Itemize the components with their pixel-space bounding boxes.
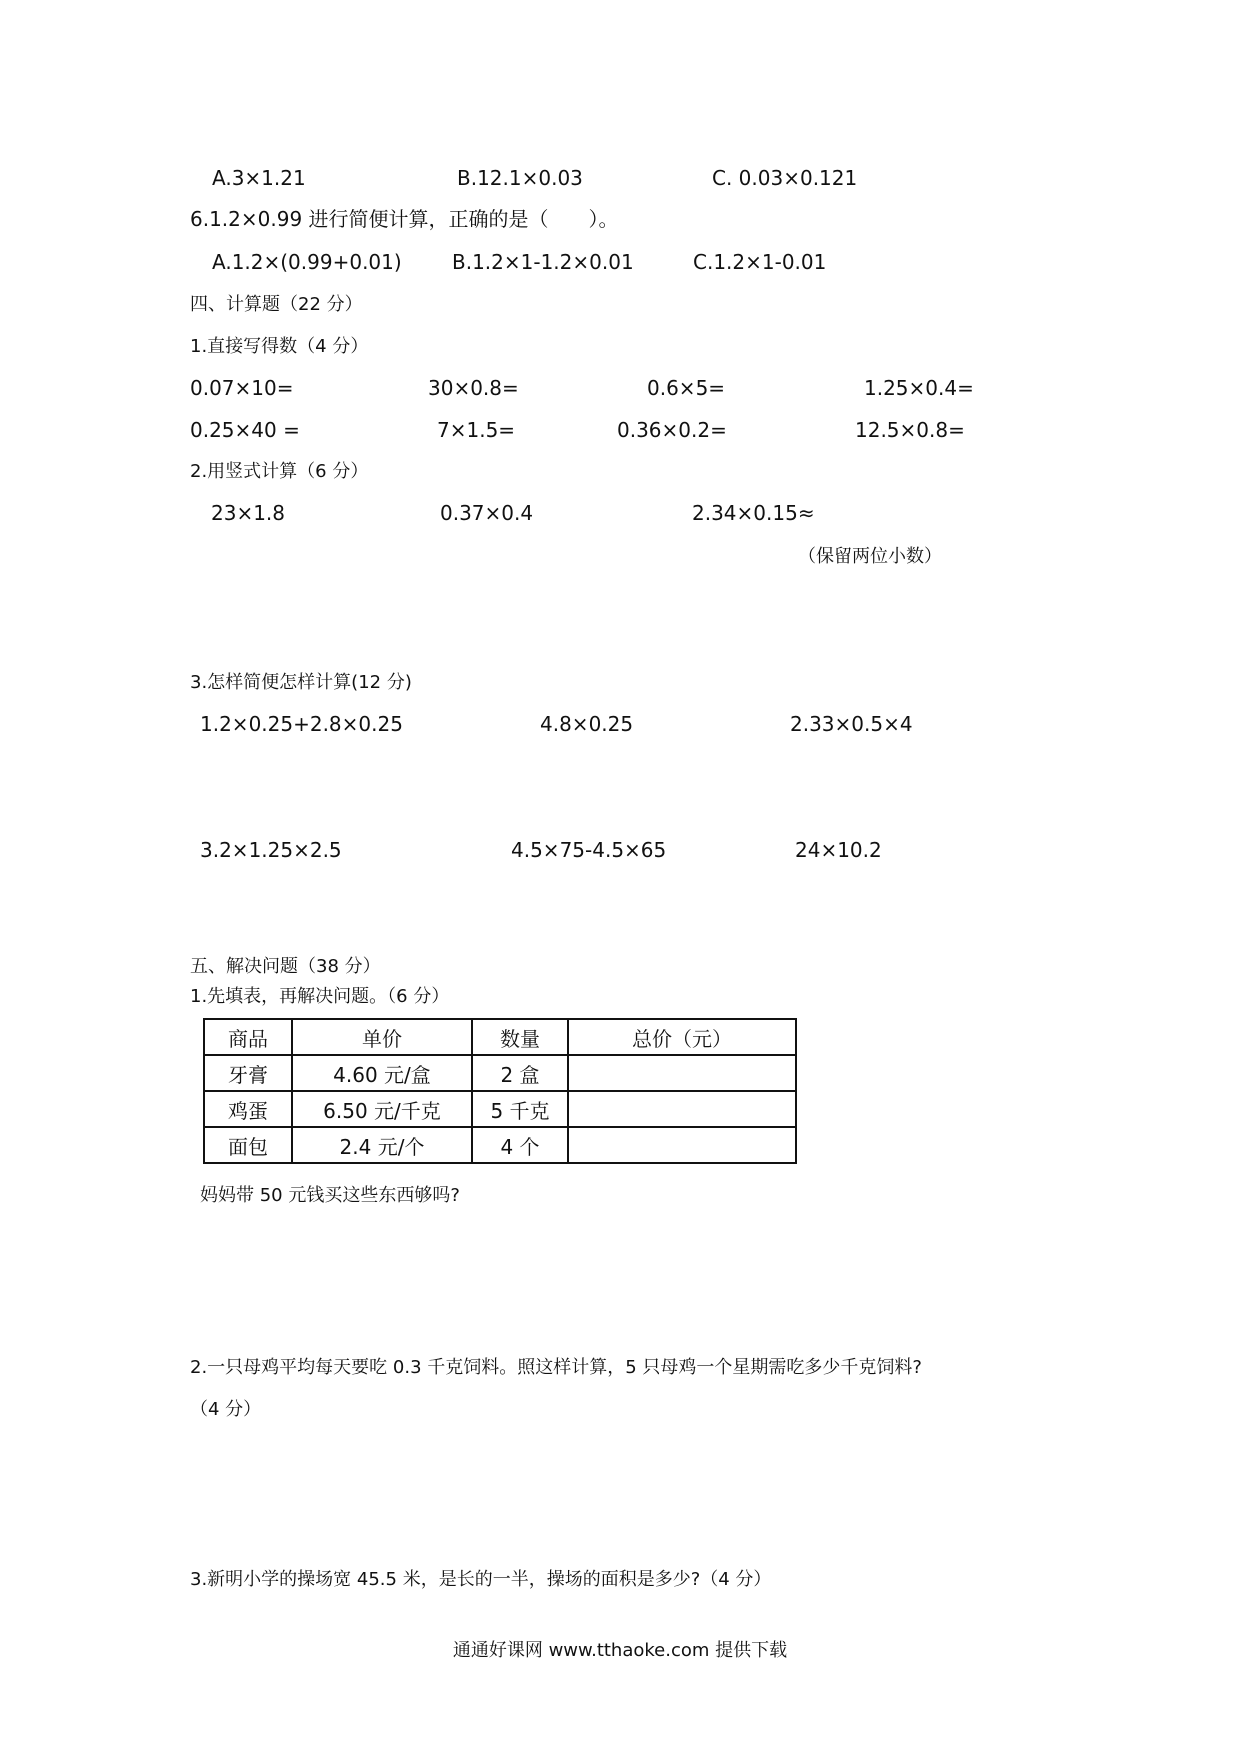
q6-question: 6.1.2×0.99 进行简便计算，正确的是（ ）。 — [190, 207, 619, 231]
table-cell: 鸡蛋 — [204, 1091, 292, 1127]
table-header-cell: 总价（元） — [568, 1019, 796, 1055]
s4-part2-title: 2.用竖式计算（6 分） — [190, 461, 369, 482]
table-cell: 2 盒 — [472, 1055, 568, 1091]
table-cell — [568, 1091, 796, 1127]
table-row — [204, 1091, 796, 1127]
s4-p2-item-1: 23×1.8 — [211, 501, 286, 525]
s4-p1-r2-c4: 12.5×0.8= — [855, 418, 965, 442]
s5-part3-question: 3.新明小学的操场宽 45.5 米，是长的一半，操场的面积是多少?（4 分） — [190, 1569, 772, 1590]
s4-p3-r1-c3: 2.33×0.5×4 — [790, 712, 913, 736]
section-4-title: 四、计算题（22 分） — [190, 294, 363, 315]
s4-p3-r1-c1: 1.2×0.25+2.8×0.25 — [200, 712, 403, 736]
table-cell: 4 个 — [472, 1127, 568, 1163]
s4-p3-r2-c2: 4.5×75-4.5×65 — [511, 838, 667, 862]
table-cell: 面包 — [204, 1127, 292, 1163]
s4-p2-item-2: 0.37×0.4 — [440, 501, 534, 525]
s4-p1-r2-c1: 0.25×40 = — [190, 418, 300, 442]
s4-p3-r2-c1: 3.2×1.25×2.5 — [200, 838, 342, 862]
s4-p1-r1-c2: 30×0.8= — [428, 376, 519, 400]
q6-option-b: B.1.2×1-1.2×0.01 — [452, 250, 634, 274]
q6-option-c: C.1.2×1-0.01 — [693, 250, 827, 274]
section-5-title: 五、解决问题（38 分） — [190, 956, 381, 977]
q5-option-c: C. 0.03×0.121 — [712, 166, 858, 190]
table-header-cell: 单价 — [292, 1019, 472, 1055]
s5-part1-title: 1.先填表，再解决问题。（6 分） — [190, 986, 450, 1007]
s4-p3-r1-c2: 4.8×0.25 — [540, 712, 634, 736]
table-cell — [568, 1055, 796, 1091]
table-cell — [568, 1127, 796, 1163]
table-row — [204, 1127, 796, 1163]
s4-p1-r2-c2: 7×1.5= — [437, 418, 516, 442]
s5-part1-question: 妈妈带 50 元钱买这些东西够吗? — [200, 1185, 460, 1206]
table-header-row — [204, 1019, 796, 1055]
s4-p1-r1-c4: 1.25×0.4= — [864, 376, 974, 400]
table-cell: 2.4 元/个 — [292, 1127, 472, 1163]
q5-option-a: A.3×1.21 — [212, 166, 306, 190]
table-cell: 5 千克 — [472, 1091, 568, 1127]
table-cell: 牙膏 — [204, 1055, 292, 1091]
page-footer: 通通好课网 www.tthaoke.com 提供下载 — [452, 1640, 788, 1661]
s4-p1-r1-c1: 0.07×10= — [190, 376, 294, 400]
q5-option-b: B.12.1×0.03 — [457, 166, 583, 190]
s5-part2-score: （4 分） — [190, 1399, 262, 1420]
table-cell: 4.60 元/盒 — [292, 1055, 472, 1091]
s4-part1-title: 1.直接写得数（4 分） — [190, 336, 369, 357]
s5-part2-question: 2.一只母鸡平均每天要吃 0.3 千克饲料。照这样计算，5 只母鸡一个星期需吃多少千克饲料? — [190, 1357, 922, 1378]
s4-p2-item-3: 2.34×0.15≈ — [692, 501, 815, 525]
q6-option-a: A.1.2×(0.99+0.01) — [212, 250, 402, 274]
s4-p2-note: （保留两位小数） — [798, 546, 942, 567]
s4-p1-r1-c3: 0.6×5= — [647, 376, 726, 400]
goods-table — [203, 1018, 797, 1164]
table-header-cell: 商品 — [204, 1019, 292, 1055]
table-header-cell: 数量 — [472, 1019, 568, 1055]
table-row — [204, 1055, 796, 1091]
table-cell: 6.50 元/千克 — [292, 1091, 472, 1127]
s4-p3-r2-c3: 24×10.2 — [795, 838, 882, 862]
s4-p1-r2-c3: 0.36×0.2= — [617, 418, 727, 442]
s4-part3-title: 3.怎样简便怎样计算(12 分) — [190, 672, 412, 693]
